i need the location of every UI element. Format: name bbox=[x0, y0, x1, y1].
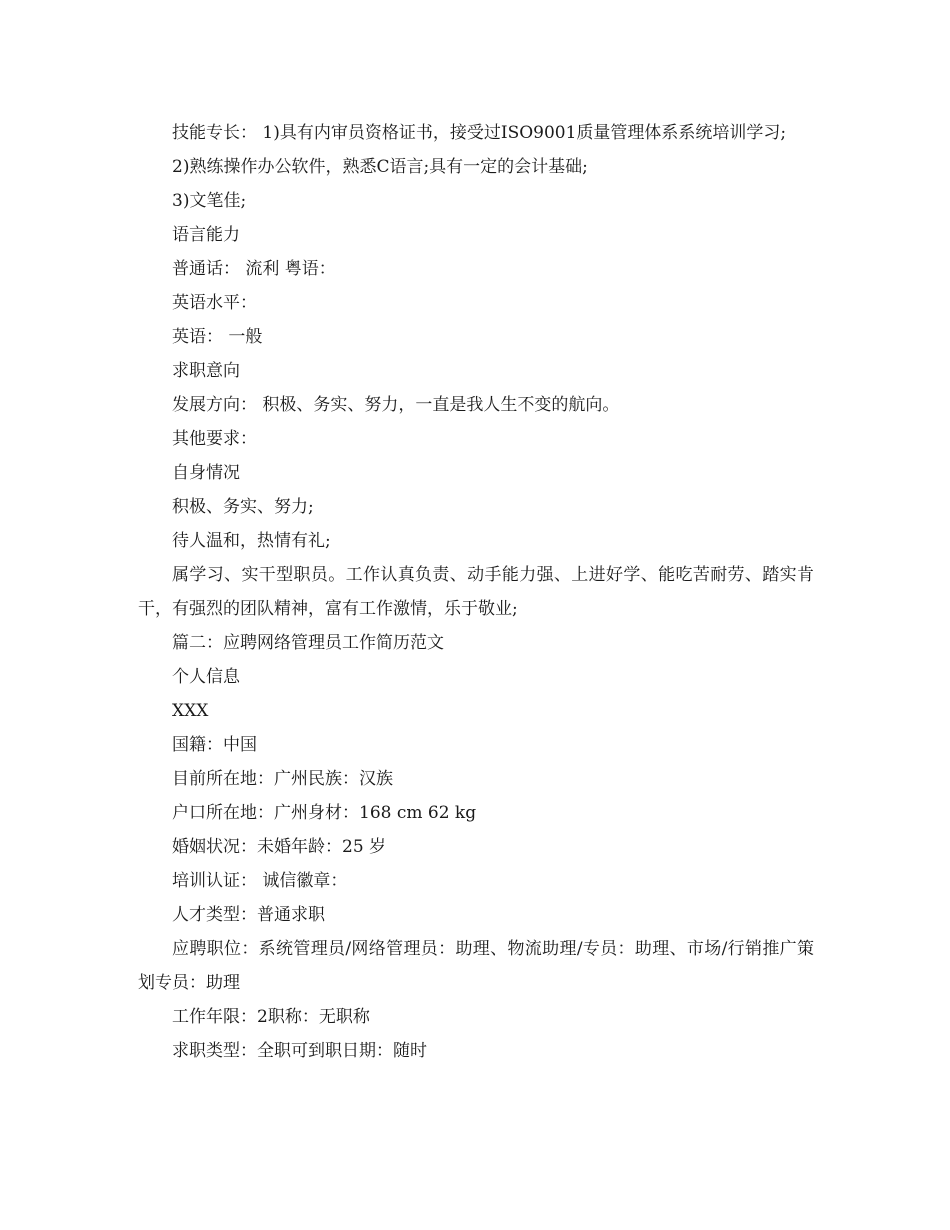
section-heading-language: 语言能力 bbox=[172, 225, 240, 245]
intention-line: 其他要求： bbox=[172, 429, 257, 449]
self-line: 属学习、实干型职员。工作认真负责、动手能力强、上进好学、能吃苦耐劳、踏实肯干，有强烈的团队精神，富有工作激情，乐于敬业; bbox=[138, 565, 814, 619]
document-body bbox=[138, 116, 814, 1068]
personal-line: 求职类型：全职可到职日期：随时 bbox=[172, 1041, 427, 1061]
personal-line: 国籍：中国 bbox=[172, 735, 257, 755]
personal-line: 工作年限：2职称：无职称 bbox=[172, 1007, 370, 1027]
personal-line: XXX bbox=[172, 701, 209, 721]
personal-line: 人才类型：普通求职 bbox=[172, 905, 325, 925]
section-heading-personal: 个人信息 bbox=[172, 667, 240, 687]
personal-line: 应聘职位：系统管理员/网络管理员：助理、物流助理/专员：助理、市场/行销推广策划专员：助理 bbox=[138, 939, 814, 993]
language-line: 英语水平： bbox=[172, 293, 257, 313]
skills-line: 2)熟练操作办公软件，熟悉C语言;具有一定的会计基础; bbox=[172, 157, 588, 177]
language-line: 英语： 一般 bbox=[172, 327, 263, 347]
section-heading-self: 自身情况 bbox=[172, 463, 240, 483]
chapter-title: 篇二：应聘网络管理员工作简历范文 bbox=[172, 633, 444, 653]
self-line: 待人温和，热情有礼; bbox=[172, 531, 331, 551]
personal-line: 目前所在地：广州民族：汉族 bbox=[172, 769, 393, 789]
language-line: 普通话： 流利 粤语： bbox=[172, 259, 336, 279]
personal-line: 婚姻状况：未婚年龄：25 岁 bbox=[172, 837, 387, 857]
skills-line: 3)文笔佳; bbox=[172, 191, 247, 211]
skills-line: 技能专长： 1)具有内审员资格证书，接受过ISO9001质量管理体系系统培训学习; bbox=[172, 123, 787, 143]
personal-line: 户口所在地：广州身材：168 cm 62 kg bbox=[172, 803, 477, 823]
self-line: 积极、务实、努力; bbox=[172, 497, 314, 517]
intention-line: 发展方向： 积极、务实、努力，一直是我人生不变的航向。 bbox=[172, 395, 620, 415]
personal-line: 培训认证： 诚信徽章： bbox=[172, 871, 348, 891]
section-heading-intention: 求职意向 bbox=[172, 361, 240, 381]
